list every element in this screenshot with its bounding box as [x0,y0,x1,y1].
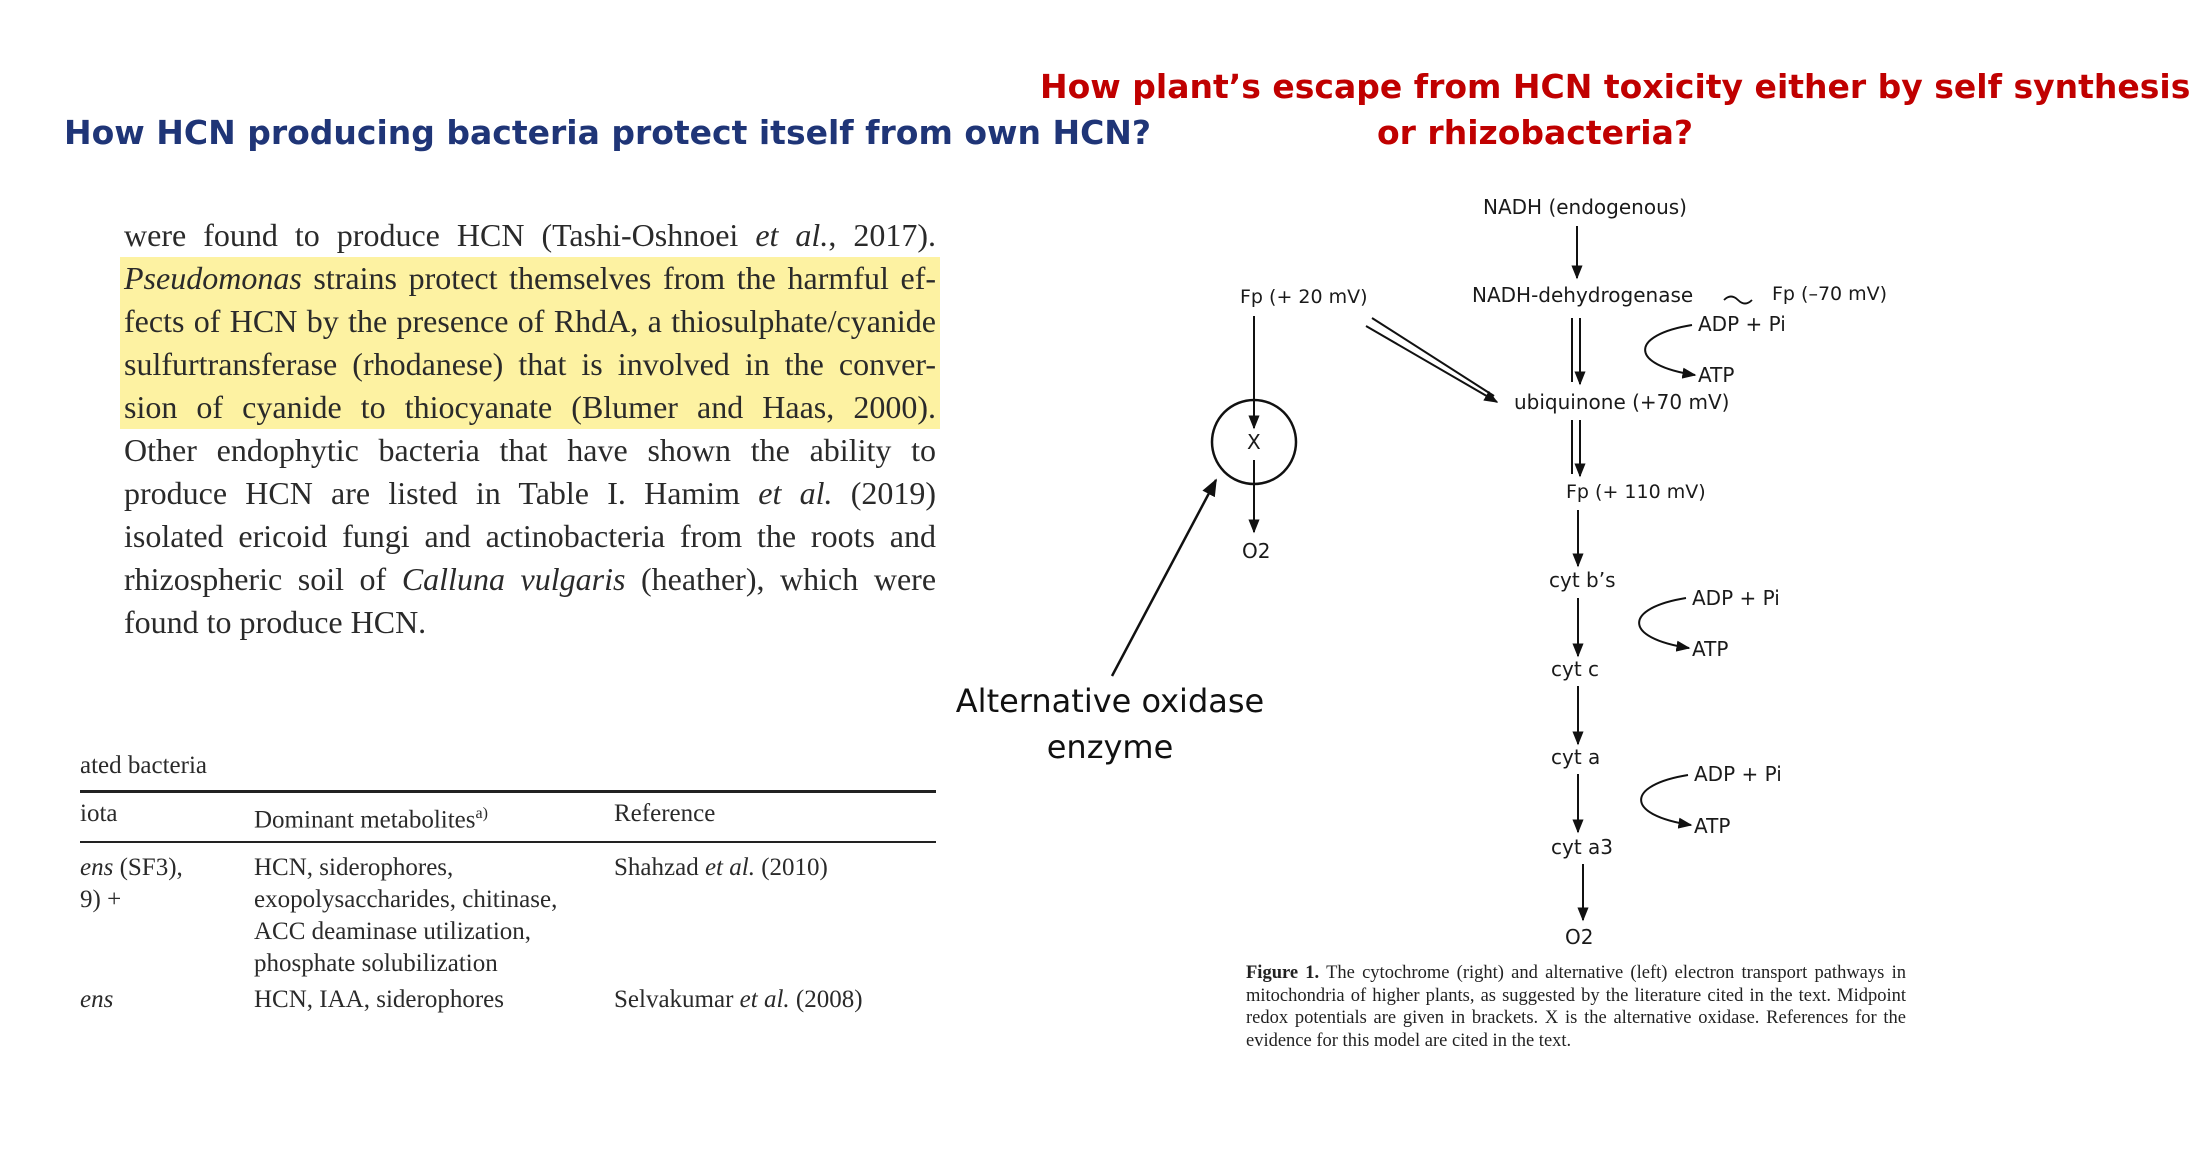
excerpt-line-highlighted: Pseudomonas strains protect themselves from the harmful ef- [120,257,940,300]
adp-pi-label: ADP + Pi [1698,312,1786,336]
figure-caption: Figure 1. The cytochrome (right) and alternative (left) electron transport pathways in mitochondria of higher plants, as suggested by the literature cited in the text. Midpoint redox potentials are given in brackets. X is the alternative oxidase. References for the evidence for this model are cited in the text. [1246,963,1906,1051]
atp-label: ATP [1698,363,1735,387]
table-header-biota: iota [80,800,118,827]
cyt-c-label: cyt c [1551,657,1600,681]
excerpt-line: produce HCN are listed in Table I. Hamim et al. (2019) [124,475,937,511]
callout-pointer-arrow [1112,480,1216,676]
o2-right-label: O2 [1565,925,1594,949]
x-label: X [1247,430,1261,454]
callout-line-1: Alternative oxidase [955,682,1265,720]
excerpt-line: were found to produce HCN (Tashi-Oshnoei et al., 2017). [124,217,937,253]
excerpt-line-highlighted: fects of HCN by the presence of RhdA, a thiosulphate/cyanide [120,300,940,343]
table-cell-biota: ens [80,986,114,1013]
excerpt-line: rhizospheric soil of Calluna vulgaris (heather), which were [124,561,937,597]
atp-coupling-arrow [1645,325,1695,375]
alternative-oxidase-callout [950,678,1270,770]
adp-pi-label: ADP + Pi [1692,586,1780,610]
excerpt-line-highlighted: sion of cyanide to thiocyanate (Blumer and Haas, 2000). [120,386,940,429]
excerpt-line-highlighted: sulfurtransferase (rhodanese) that is involved in the conver- [120,343,940,386]
atp-coupling-arrow [1639,598,1689,648]
nadh-dehydrogenase-label: NADH-dehydrogenase [1472,283,1694,307]
table-cell-metabolites: HCN, IAA, siderophores [254,986,504,1013]
cyt-a3-label: cyt a3 [1551,835,1614,859]
table-header-reference: Reference [614,800,716,827]
cyt-a-label: cyt a [1551,745,1601,769]
table-cell-reference: Shahzad et al. (2010) [614,854,828,881]
excerpt-line: found to produce HCN. [124,604,427,640]
fp-negative-70-label: Fp (–70 mV) [1772,283,1888,305]
double-arrow-line [1372,318,1494,396]
adp-pi-label: ADP + Pi [1694,762,1782,786]
left-question-heading: How HCN producing bacteria protect itself from own HCN? [64,113,1152,152]
right-heading-line-2: or rhizobacteria? [1377,113,1693,152]
o2-left-label: O2 [1242,539,1271,563]
tilde-symbol [1724,297,1752,304]
atp-label: ATP [1692,637,1729,661]
ubiquinone-label: ubiquinone (+70 mV) [1514,390,1730,414]
excerpt-line: Other endophytic bacteria that have shown the ability to [124,432,936,468]
table-cell-metabolites: HCN, siderophores, exopolysaccharides, chitinase, ACC deaminase utilization, phosphate solubilization [254,854,558,977]
table-header-metabolites: Dominant metabolites$^{a)}$ [254,805,488,834]
excerpt-line: isolated ericoid fungi and actinobacteria from the roots and [124,518,936,554]
cyt-b-label: cyt b’s [1549,568,1616,592]
right-heading-line-1: How plant’s escape from HCN toxicity either by self synthesis [1040,67,2190,106]
fp-left-label: Fp (+ 20 mV) [1240,286,1368,308]
atp-coupling-arrow [1641,775,1691,825]
figure-label: Figure 1. [1246,963,1320,983]
table-cell-reference: Selvakumar et al. (2008) [614,986,863,1013]
double-arrow-line [1366,326,1497,402]
callout-line-2: enzyme [1046,728,1174,766]
atp-label: ATP [1694,814,1731,838]
table-cell-biota: ens (SF3), 9) + [80,854,183,913]
fp-110-label: Fp (+ 110 mV) [1566,481,1706,503]
nadh-endogenous-label: NADH (endogenous) [1483,195,1687,219]
table-caption: ated bacteria [80,752,207,779]
